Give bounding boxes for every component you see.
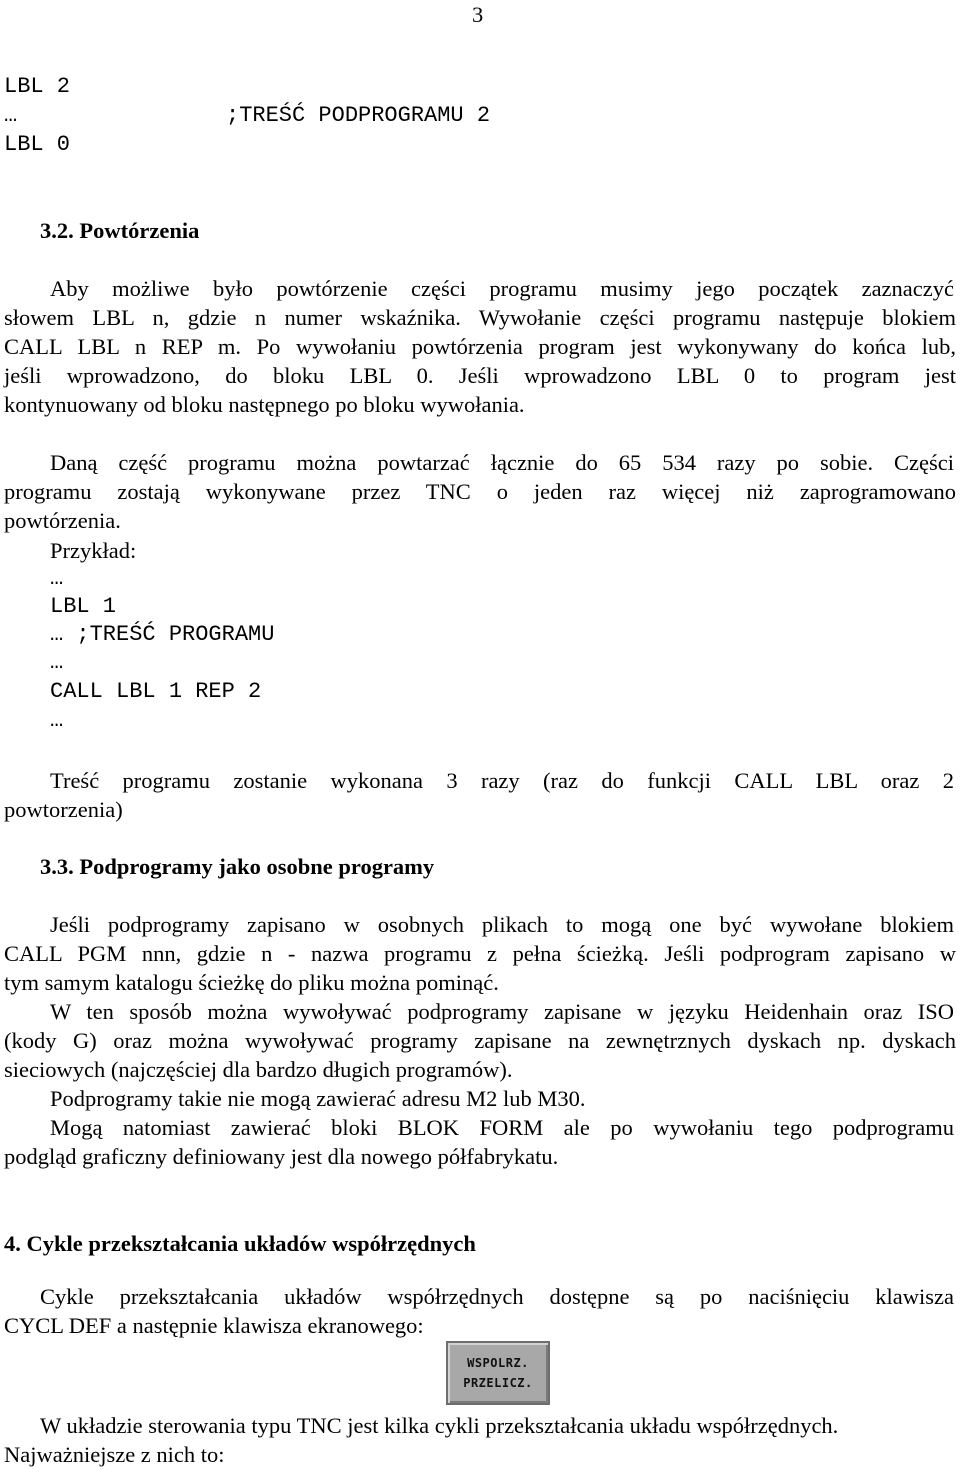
soft-key-label-line2: PRZELICZ. <box>463 1376 533 1390</box>
paragraph-line: tym samym katalogu ścieżkę do pliku można pominąć. <box>4 970 499 995</box>
example-code-line: … <box>50 708 64 733</box>
paragraph-line: W układzie sterowania typu TNC jest kilka cykli przekształcania układu współrzędnych. <box>40 1413 839 1438</box>
paragraph-line: programu zostają wykonywane przez TNC o jeden raz więcej niż zaprogramowano <box>4 479 956 504</box>
paragraph-line: powtórzenia. <box>4 508 121 533</box>
result-line: powtorzenia) <box>4 797 123 822</box>
example-code-line: LBL 1 <box>50 594 117 619</box>
code-comment: ;TREŚĆ PODPROGRAMU 2 <box>226 103 491 128</box>
example-code-line: … ;TREŚĆ PROGRAMU <box>50 622 275 647</box>
paragraph-line: Podprogramy takie nie mogą zawierać adresu M2 lub M30. <box>50 1086 586 1111</box>
wspolrz-przelicz-soft-key <box>446 1341 550 1405</box>
result-line: Treść programu zostanie wykonana 3 razy (raz do funkcji CALL LBL oraz 2 <box>50 768 954 793</box>
paragraph-line: kontynuowany od bloku następnego po bloku wywołania. <box>4 392 525 417</box>
paragraph-line: podgląd graficzny definiowany jest dla nowego półfabrykatu. <box>4 1144 559 1169</box>
example-code-line: CALL LBL 1 REP 2 <box>50 679 262 704</box>
example-label: Przykład: <box>50 538 137 563</box>
paragraph-line: CALL PGM nnn, gdzie n - nazwa programu z pełna ścieżką. Jeśli podprogram zapisano w <box>4 941 956 966</box>
paragraph-line: (kody G) oraz można wywoływać programy zapisane na zewnętrznych dyskach np. dyskach <box>4 1028 956 1053</box>
code-line-dots: … <box>4 103 18 128</box>
example-code-line: … <box>50 566 64 591</box>
paragraph-line: Aby możliwe było powtórzenie części programu musimy jego początek zaznaczyć <box>50 276 954 301</box>
code-line-lbl0: LBL 0 <box>4 132 71 157</box>
paragraph-line: sieciowych (najczęściej dla bardzo długich programów). <box>4 1057 513 1082</box>
section-heading-3-2: 3.2. Powtórzenia <box>40 218 200 243</box>
page-number: 3 <box>472 2 484 27</box>
section-heading-3-3: 3.3. Podprogramy jako osobne programy <box>40 854 435 879</box>
paragraph-line: W ten sposób można wywoływać podprogramy zapisane w języku Heidenhain oraz ISO <box>50 999 954 1024</box>
soft-key-label-line1: WSPOLRZ. <box>467 1356 529 1370</box>
paragraph-line: Mogą natomiast zawierać bloki BLOK FORM ale po wywołaniu tego podprogramu <box>50 1115 954 1140</box>
paragraph-line: Najważniejsze z nich to: <box>4 1442 225 1467</box>
paragraph-line: Cykle przekształcania układów współrzędnych dostępne są po naciśnięciu klawisza <box>40 1284 954 1309</box>
paragraph-line: CYCL DEF a następnie klawisza ekranowego: <box>4 1313 424 1338</box>
paragraph-line: Jeśli podprogramy zapisano w osobnych plikach to mogą one być wywołane blokiem <box>50 912 954 937</box>
paragraph-line: CALL LBL n REP m. Po wywołaniu powtórzenia program jest wykonywany do końca lub, <box>4 334 956 359</box>
section-heading-4: 4. Cykle przekształcania układów współrzędnych <box>4 1231 476 1256</box>
paragraph-line: jeśli wprowadzono, do bloku LBL 0. Jeśli wprowadzono LBL 0 to program jest <box>4 363 956 388</box>
example-code-line: … <box>50 650 64 675</box>
paragraph-line: Daną część programu można powtarzać łącznie do 65 534 razy po sobie. Części <box>50 450 954 475</box>
code-line-lbl2: LBL 2 <box>4 74 71 99</box>
paragraph-line: słowem LBL n, gdzie n numer wskaźnika. Wywołanie części programu następuje blokiem <box>4 305 956 330</box>
